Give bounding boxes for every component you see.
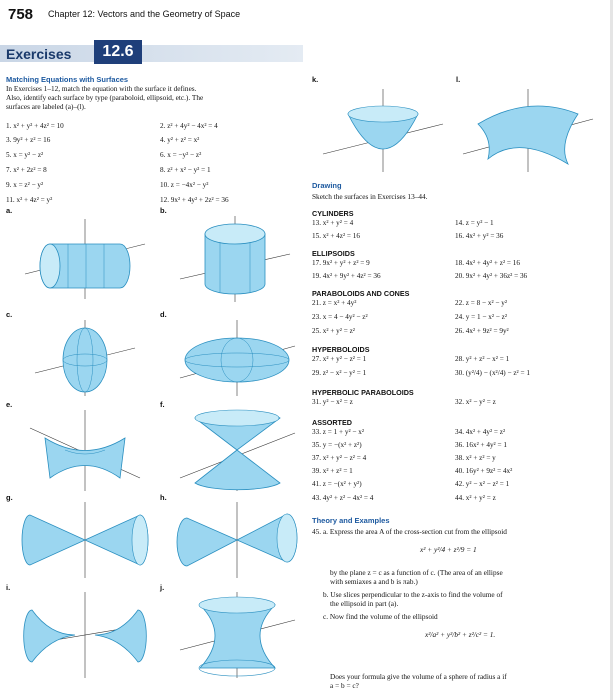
- problem-6: 6. x = −y² − z²: [160, 151, 202, 159]
- surface-figure-e: [25, 408, 145, 493]
- problem-11: 11. x² + 4z² = y²: [6, 196, 53, 204]
- exercise-44: 44. x² + y² = z: [455, 494, 496, 502]
- exercise-32: 32. x² − y² = z: [455, 398, 496, 406]
- problem-12: 12. 9x² + 4y² + 2z² = 36: [160, 196, 229, 204]
- equation-ellipsoid-2: x²/a² + y²/b² + z²/c² = 1.: [425, 630, 496, 639]
- chapter-title: Chapter 12: Vectors and the Geometry of Space: [48, 9, 241, 19]
- exercise-45-question-2: a = b = c?: [330, 681, 359, 690]
- exercise-41: 41. z = −(x² + y²): [312, 480, 362, 488]
- page-number: 758: [8, 6, 34, 23]
- drawing-title: Drawing: [312, 181, 342, 190]
- exercise-14: 14. z = y² − 1: [455, 219, 494, 227]
- problem-2: 2. z² + 4y² − 4x² = 4: [160, 122, 218, 130]
- equation-ellipsoid-1: x² + y²/4 + z²/9 = 1: [420, 545, 477, 554]
- exercise-45b: b. Use slices perpendicular to the z-axis to find the volume of: [323, 590, 503, 599]
- surface-figure-c: [30, 318, 140, 398]
- exercise-20: 20. 9x² + 4y² + 36z² = 36: [455, 272, 528, 280]
- figure-label-h: h.: [160, 493, 167, 502]
- exercises-section-number: 12.6: [94, 40, 142, 64]
- problem-8: 8. z² + x² − y² = 1: [160, 166, 211, 174]
- figure-label-k: k.: [312, 75, 319, 84]
- figure-label-j: j.: [160, 583, 165, 592]
- problem-9: 9. x = z² − y²: [6, 181, 44, 189]
- exercise-38: 38. x² + z² = y: [455, 454, 496, 462]
- problem-3: 3. 9y² + z² = 16: [6, 136, 51, 144]
- group-ellipsoids: ELLIPSOIDS: [312, 249, 355, 258]
- exercise-24: 24. y = 1 − x² − z²: [455, 313, 508, 321]
- problem-5: 5. x = y² − z²: [6, 151, 44, 159]
- exercise-45a-cont-2: with semiaxes a and b is πab.): [330, 577, 418, 586]
- figure-label-f: f.: [160, 400, 165, 409]
- intro-line: In Exercises 1–12, match the equation with the surface it defines.: [6, 84, 197, 93]
- group-hyperbolic-paraboloids: HYPERBOLIC PARABOLOIDS: [312, 388, 414, 397]
- group-hyperboloids: HYPERBOLOIDS: [312, 345, 370, 354]
- problem-1: 1. x² + y² + 4z² = 10: [6, 122, 64, 130]
- group-paraboloids-cones: PARABOLOIDS AND CONES: [312, 289, 410, 298]
- exercise-16: 16. 4x² + y² = 36: [455, 232, 504, 240]
- drawing-intro: Sketch the surfaces in Exercises 13–44.: [312, 192, 428, 201]
- exercise-34: 34. 4x² + 4y² = z²: [455, 428, 506, 436]
- intro-line: Also, identify each surface by type (paraboloid, ellipsoid, etc.). The: [6, 93, 204, 102]
- exercise-42: 42. y² − x² − z² = 1: [455, 480, 510, 488]
- group-cylinders: CYLINDERS: [312, 209, 354, 218]
- exercise-17: 17. 9x² + y² + z² = 9: [312, 259, 370, 267]
- surface-figure-i: [20, 590, 150, 680]
- exercises-word: Exercises: [6, 46, 72, 62]
- exercise-13: 13. x² + y² = 4: [312, 219, 354, 227]
- figure-label-d: d.: [160, 310, 167, 319]
- surface-figure-g: [20, 500, 150, 580]
- exercise-22: 22. z = 8 − x² − y²: [455, 299, 508, 307]
- exercise-30: 30. (y²/4) − (x²/4) − z² = 1: [455, 369, 530, 377]
- figure-label-l: l.: [456, 75, 461, 84]
- exercise-19: 19. 4x² + 9y² + 4z² = 36: [312, 272, 381, 280]
- figure-label-i: i.: [6, 583, 11, 592]
- exercise-40: 40. 16y² + 9z² = 4x²: [455, 467, 513, 475]
- exercise-15: 15. x² + 4z² = 16: [312, 232, 360, 240]
- exercise-45b-cont: the ellipsoid in part (a).: [330, 599, 399, 608]
- surface-figure-l: [458, 84, 598, 174]
- surface-figure-f: [175, 408, 300, 493]
- exercise-45a-cont-1: by the plane z = c as a function of c. (The area of an ellipse: [330, 568, 503, 577]
- figure-label-e: e.: [6, 400, 13, 409]
- theory-title: Theory and Examples: [312, 516, 390, 525]
- exercise-35: 35. y = −(x² + z²): [312, 441, 362, 449]
- matching-title: Matching Equations with Surfaces: [6, 75, 129, 84]
- problem-4: 4. y² + z² = x²: [160, 136, 200, 144]
- exercise-25: 25. x² + y² = z²: [312, 327, 355, 335]
- exercise-26: 26. 4x² + 9z² = 9y²: [455, 327, 509, 335]
- exercise-39: 39. x² + z² = 1: [312, 467, 353, 475]
- exercise-37: 37. x² + y² − z² = 4: [312, 454, 367, 462]
- exercise-45a: 45. a. Express the area A of the cross-section cut from the ellipsoid: [312, 527, 507, 536]
- exercise-21: 21. z = x² + 4y²: [312, 299, 357, 307]
- exercise-27: 27. x² + y² − z² = 1: [312, 355, 367, 363]
- exercise-45-question-1: Does your formula give the volume of a sphere of radius a if: [330, 672, 507, 681]
- surface-figure-d: [175, 318, 300, 398]
- matching-intro: [6, 84, 306, 111]
- exercise-23: 23. x = 4 − 4y² − z²: [312, 313, 368, 321]
- problem-10: 10. z = −4x² − y²: [160, 181, 209, 189]
- surface-figure-k: [318, 84, 448, 174]
- group-assorted: ASSORTED: [312, 418, 352, 427]
- figure-label-a: a.: [6, 206, 13, 215]
- exercise-29: 29. z² − x² − y² = 1: [312, 369, 367, 377]
- figure-label-b: b.: [160, 206, 167, 215]
- intro-line: surfaces are labeled (a)–(l).: [6, 102, 86, 111]
- exercise-31: 31. y² − x² = z: [312, 398, 353, 406]
- exercise-28: 28. y² + z² − x² = 1: [455, 355, 510, 363]
- figure-label-c: c.: [6, 310, 13, 319]
- surface-figure-b: [175, 214, 295, 304]
- surface-figure-a: [20, 214, 150, 304]
- exercise-43: 43. 4y² + z² − 4x² = 4: [312, 494, 374, 502]
- exercise-36: 36. 16x² + 4y² = 1: [455, 441, 507, 449]
- exercise-18: 18. 4x² + 4y² + z² = 16: [455, 259, 520, 267]
- surface-figure-j: [175, 590, 300, 680]
- surface-figure-h: [175, 500, 300, 580]
- exercise-33: 33. z = 1 + y² − x²: [312, 428, 365, 436]
- figure-label-g: g.: [6, 493, 13, 502]
- problem-7: 7. x² + 2z² = 8: [6, 166, 47, 174]
- exercise-45c: c. Now find the volume of the ellipsoid: [323, 612, 438, 621]
